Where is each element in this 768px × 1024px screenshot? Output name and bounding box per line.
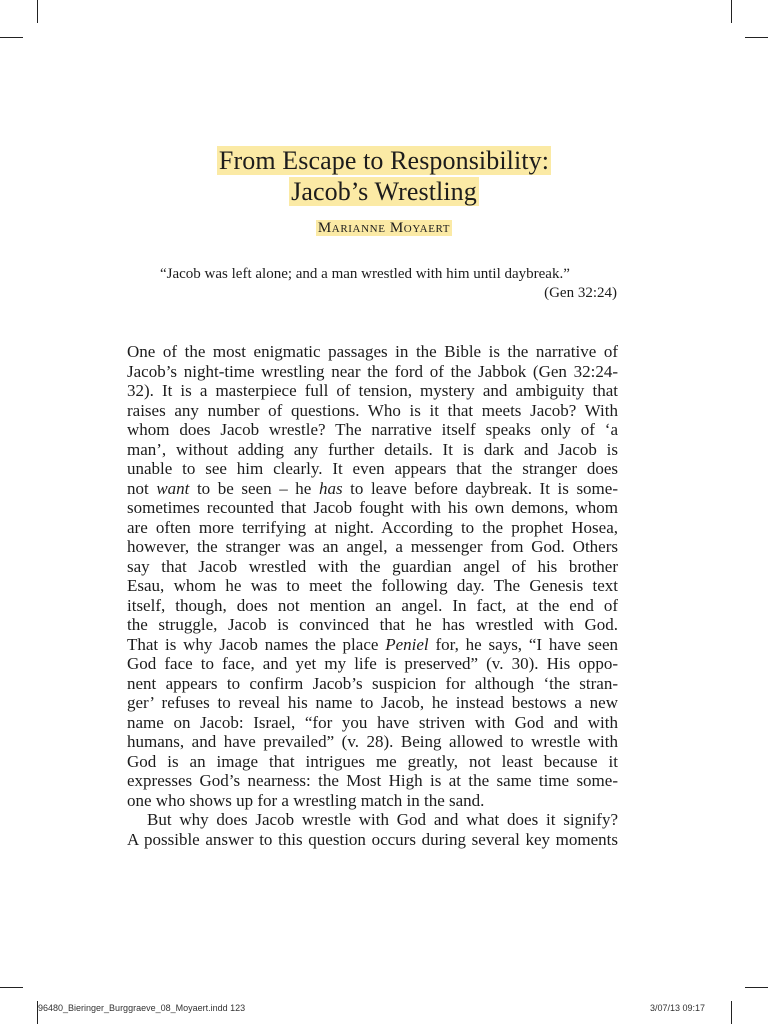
body-line: say that Jacob wrestled with the guardian angel of his brother — [127, 556, 618, 576]
emphasis-peniel: Peniel — [385, 634, 429, 654]
body-line: nent appears to confirm Jacob’s suspicion for although ‘the stran- — [127, 673, 618, 693]
emphasis-has: has — [318, 478, 343, 498]
crop-mark-bottom-right-h — [745, 987, 768, 988]
body-line: itself, though, does not mention an angel. In fact, at the end of — [127, 595, 618, 615]
body-line: unable to see him clearly. It even appears that the stranger does — [127, 459, 618, 478]
body-line-text: for, he says, “I have seen — [428, 634, 618, 654]
body-line: sometimes recounted that Jacob fought with his own demons, whom — [127, 498, 618, 517]
body-line: however, the stranger was an angel, a messenger from God. Others — [127, 537, 618, 556]
crop-mark-top-right — [731, 0, 732, 23]
title-line-2 — [0, 176, 768, 207]
body-line: Jacob’s night-time wrestling near the ford of the Jabbok (Gen 32:24- — [127, 361, 618, 381]
epigraph-quote: “Jacob was left alone; and a man wrestled with him until daybreak.” — [160, 266, 570, 282]
body-line: name on Jacob: Israel, “for you have striven with God and with — [127, 712, 618, 732]
body-line: the struggle, Jacob is convinced that he has wrestled with God. — [127, 615, 618, 634]
body-line: are often more terrifying at night. According to the prophet Hosea, — [127, 517, 618, 537]
crop-mark-bottom-left-h — [0, 987, 23, 988]
body-line-text: not — [127, 478, 157, 498]
body-line: But why does Jacob wrestle with God and what does it signify? — [147, 810, 618, 829]
author-name-text: Marianne Moyaert — [317, 220, 451, 236]
crop-mark-top-left — [37, 0, 38, 23]
body-line: man’, without adding any further details. It is dark and Jacob is — [127, 439, 618, 459]
body-line: raises any number of questions. Who is it that meets Jacob? With — [127, 400, 618, 420]
slug-datetime: 3/07/13 09:17 — [650, 1003, 706, 1013]
body-line: one who shows up for a wrestling match in the sand. — [127, 790, 485, 810]
body-line: humans, and have prevailed” (v. 28). Being allowed to wrestle with — [127, 732, 618, 751]
epigraph — [160, 265, 617, 303]
body-line: God is an image that intrigues me greatly, not least because it — [127, 751, 618, 771]
crop-mark-bottom-right — [731, 1001, 732, 1024]
body-line: God face to face, and yet my life is preserved” (v. 30). His oppo- — [127, 654, 618, 673]
article-title — [0, 145, 768, 207]
crop-mark-top-right-h — [745, 37, 768, 38]
body-line-text: to be seen – he — [189, 478, 319, 498]
emphasis-want: want — [156, 478, 190, 498]
title-line-1-text: From Escape to Responsibility: — [218, 146, 550, 175]
body-line: whom does Jacob wrestle? The narrative itself speaks only of ‘a — [127, 420, 618, 439]
body-line-with-emphasis — [127, 479, 618, 499]
body-line: Esau, whom he was to meet the following day. The Genesis text — [127, 576, 618, 595]
crop-mark-top-left-h — [0, 37, 23, 38]
body-line-text: That is why Jacob names the place — [127, 634, 386, 654]
author-name — [0, 219, 768, 238]
title-line-2-text: Jacob’s Wrestling — [291, 177, 477, 206]
body-line: A possible answer to this question occurs during several key moments — [127, 829, 618, 849]
body-line: 32). It is a masterpiece full of tension, mystery and ambiguity that — [127, 381, 618, 400]
slug-file-info: 96480_Bieringer_Burggraeve_08_Moyaert.indd 123 — [38, 1003, 246, 1013]
body-line-text: to leave before daybreak. It is some- — [342, 478, 618, 498]
body-text — [127, 342, 618, 849]
body-line: ger’ refuses to reveal his name to Jacob, he instead bestows a new — [127, 693, 618, 712]
body-line: One of the most enigmatic passages in the Bible is the narrative of — [127, 342, 618, 361]
body-line: expresses God’s nearness: the Most High is at the same time some- — [127, 771, 618, 790]
epigraph-reference: (Gen 32:24) — [544, 285, 617, 301]
body-line-with-emphasis — [127, 635, 618, 655]
title-line-1 — [0, 145, 768, 176]
